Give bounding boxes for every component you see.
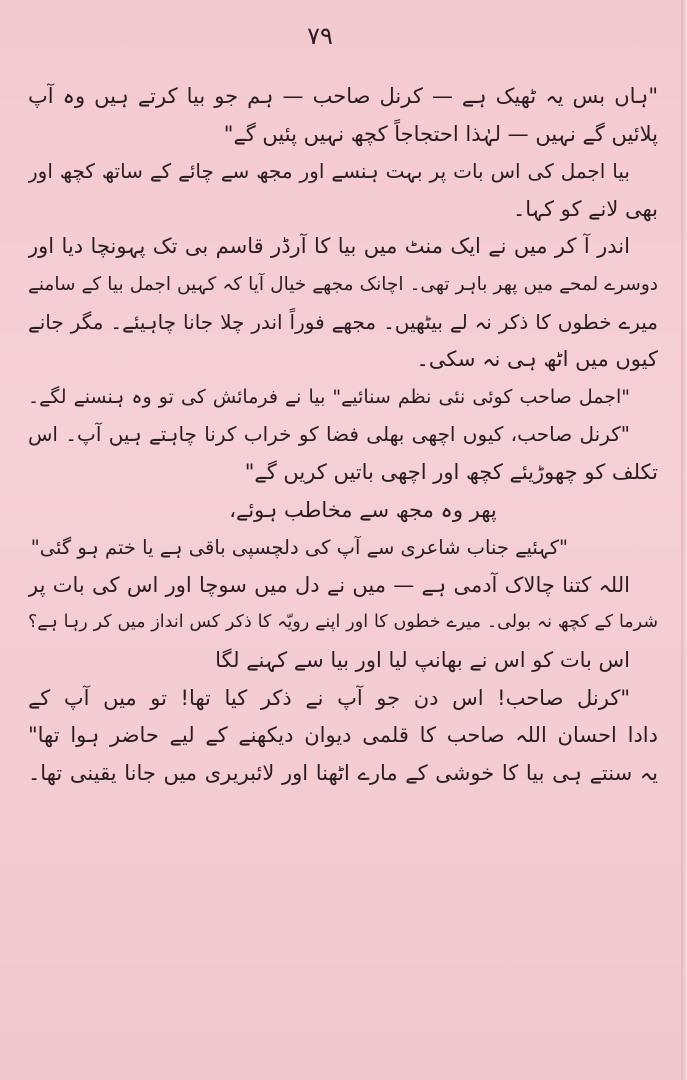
text-line: "کہئیے جناب شاعری سے آپ کی دلچسپی باقی ہے یا ختم ہو گئی"	[30, 536, 568, 560]
text-line: دادا احسان اللہ صاحب کا قلمی دیوان دیکھنے کے لیے حاضر ہوا تھا"	[28, 723, 658, 748]
text-line: بھی لانے کو کہا۔	[512, 196, 658, 221]
text-line: شرما کے کچھ نہ بولی۔ میرے خطوں کا اور اپنے رویّہ کا ذکر کس انداز میں کر رہا ہے؟	[28, 612, 658, 633]
text-line: دوسرے لمحے میں پھر باہر تھی۔ اچانک مجھے خیال آیا کہ کہیں اجمل بیا کے سامنے	[28, 273, 658, 295]
text-line: تکلف کو چھوڑیئے کچھ اور اچھی باتیں کریں گے"	[244, 459, 658, 484]
text-line: "ہاں بس یہ ٹھیک ہے — کرنل صاحب — ہم جو بیا کرتے ہیں وہ آپ	[28, 84, 658, 108]
text-line: یہ سنتے ہی بیا کا خوشی کے مارے اٹھنا اور لائبریری میں جانا یقینی تھا۔	[28, 760, 658, 785]
body-text	[28, 78, 658, 792]
text-line: اللہ کتنا چالاک آدمی ہے — میں نے دل میں سوچا اور اس کی بات پر	[28, 572, 630, 597]
text-line: بیا اجمل کی اس بات پر بہت ہنسے اور مجھ سے چائے کے ساتھ کچھ اور	[28, 159, 630, 184]
page-number: ٧٩	[307, 22, 333, 50]
text-line: "کرنل صاحب، کیوں اچھی بھلی فضا کو خراب کرنا چاہتے ہیں آپ۔ اس	[28, 422, 630, 447]
text-line: اس بات کو اس نے بھانپ لیا اور بیا سے کہنے لگا	[215, 647, 630, 672]
text-line: میرے خطوں کا ذکر نہ لے بیٹھیں۔ مجھے فوراً اندر چلا جانا چاہیئے۔ مگر جانے	[28, 309, 658, 334]
text-line: "کرنل صاحب! اس دن جو آپ نے ذکر کیا تھا! تو میں آپ کے	[28, 685, 630, 710]
page-edge	[681, 0, 687, 1080]
text-line: پلائیں گے نہیں — لہٰذا احتجاجاً کچھ نہیں پئیں گے"	[223, 121, 658, 146]
text-line: اندر آ کر میں نے ایک منٹ میں بیا کا آرڈر قاسم بی تک پہونچا دیا اور	[28, 234, 630, 259]
text-line: "اجمل صاحب کوئی نئی نظم سنائیے" بیا نے فرمائش کی تو وہ ہنسنے لگے۔	[28, 385, 630, 408]
text-line: پھر وہ مجھ سے مخاطب ہوئے،	[229, 497, 497, 522]
text-line: کیوں میں اٹھ ہی نہ سکی۔	[416, 347, 658, 372]
